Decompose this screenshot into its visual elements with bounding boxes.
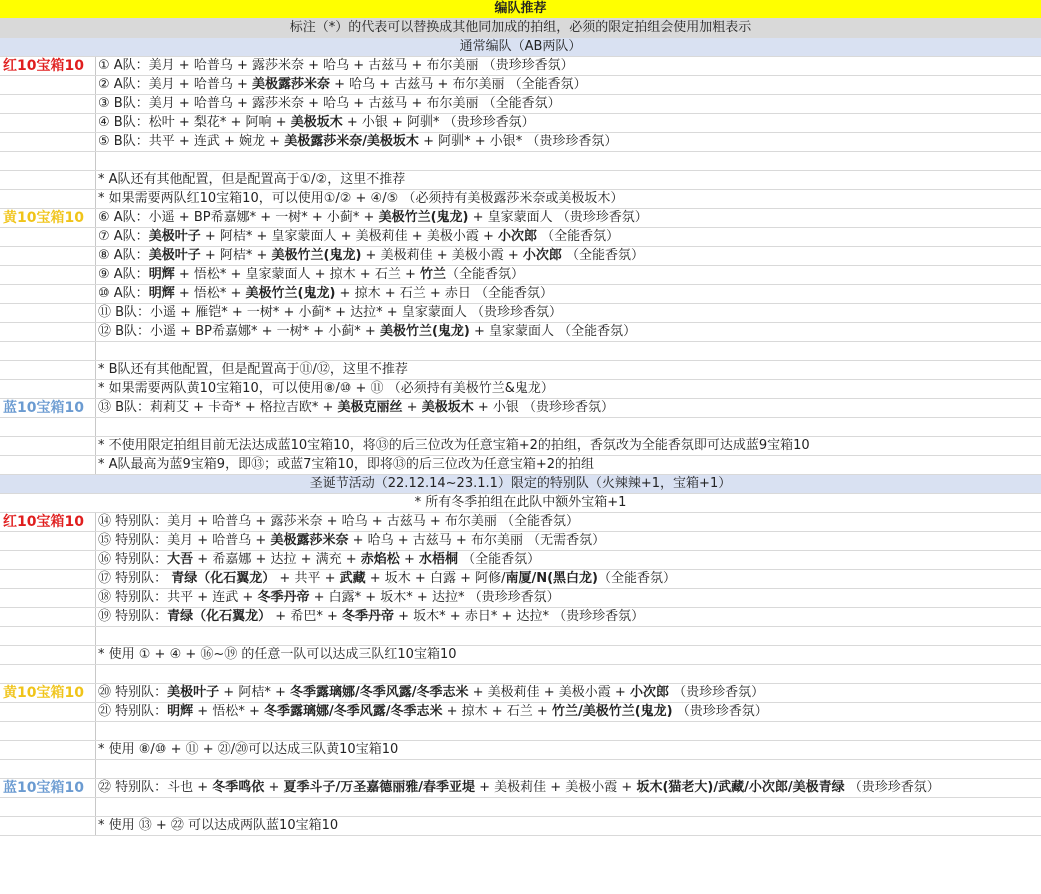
limited-pair-text: 武藏 xyxy=(339,571,366,586)
text-segment: ② A队：美月 + 哈普乌 + xyxy=(98,77,252,92)
limited-pair-text: 美极叶子 xyxy=(148,229,201,244)
text-segment: ⑯ 特别队： xyxy=(98,552,168,567)
empty-row xyxy=(0,665,1041,684)
team-row xyxy=(0,76,1041,95)
team-row xyxy=(0,114,1041,133)
team-row xyxy=(0,380,1041,399)
text-segment: ⑧ A队： xyxy=(98,248,149,263)
row-text xyxy=(98,437,810,455)
group-label xyxy=(0,380,96,398)
text-segment: + 坂木 + 白露 + 阿修/ xyxy=(365,571,506,586)
empty-row xyxy=(0,342,1041,361)
limited-pair-text: 青绿（化石翼龙） xyxy=(167,609,272,624)
text-segment: + 悟松* + xyxy=(174,286,246,301)
row-text xyxy=(98,76,587,94)
text-segment: ⑮ 特别队：美月 + 哈普乌 + xyxy=(98,533,271,548)
text-segment: + 阿桔* + 皇家蒙面人 + 美极莉佳 + 美极小霞 + xyxy=(200,229,498,244)
group-label xyxy=(0,437,96,455)
text-segment: * 使用 ⑬ + ㉒ 可以达成两队蓝10宝箱10 xyxy=(98,818,339,833)
team-row xyxy=(0,817,1041,836)
limited-pair-text: 美极竹兰(鬼龙) xyxy=(245,286,336,301)
limited-pair-text: 夏季斗子/万圣嘉德丽雅/春季亚堤 xyxy=(283,780,475,795)
empty-row xyxy=(0,798,1041,817)
text-segment: ⑫ B队：小遥 + BP希嘉娜* + 一树* + 小蓟* + xyxy=(98,324,380,339)
team-row xyxy=(0,304,1041,323)
limited-pair-text: 美极竹兰(鬼龙) xyxy=(271,248,362,263)
row-text xyxy=(98,266,524,284)
text-segment: ⑨ A队： xyxy=(98,267,149,282)
group-label xyxy=(0,570,96,588)
text-segment: ⑪ B队：小遥 + 雁铠* + 一树* + 小蓟* + 达拉* + 皇家蒙面人 （贵珍珍香氛） xyxy=(98,305,562,320)
team-row xyxy=(0,228,1041,247)
text-segment: ⑤ B队：共平 + 连武 + 婉龙 + xyxy=(98,134,285,149)
group-label xyxy=(0,456,96,474)
team-row xyxy=(0,171,1041,190)
row-text xyxy=(98,684,764,702)
row-text xyxy=(98,380,554,398)
limited-pair-text: 美极坂木 xyxy=(290,115,343,130)
text-segment: * B队还有其他配置，但是配置高于⑪/⑫，这里不推荐 xyxy=(98,362,408,377)
text-segment: （全能香氛） xyxy=(537,229,620,244)
row-text xyxy=(98,95,561,113)
group-label xyxy=(0,76,96,94)
text-segment: + 希巴* + xyxy=(271,609,342,624)
group-label xyxy=(0,646,96,664)
group-label xyxy=(0,817,96,835)
row-text xyxy=(98,570,676,588)
group-label xyxy=(0,285,96,303)
text-segment: + 美极莉佳 + 美极小霞 + xyxy=(361,248,523,263)
text-segment: + 白露* + 坂木* + 达拉* （贵珍珍香氛） xyxy=(309,590,560,605)
text-segment: + 坂木* + 赤日* + 达拉* （贵珍珍香氛） xyxy=(394,609,645,624)
group-label xyxy=(0,247,96,265)
limited-pair-text: 冬季鸣依 xyxy=(212,780,265,795)
team-row xyxy=(0,323,1041,342)
text-segment: * 使用 ① + ④ + ⑯~⑲ 的任意一队可以达成三队红10宝箱10 xyxy=(98,647,457,662)
text-segment: ④ B队：松叶 + 梨花* + 阿响 + xyxy=(98,115,291,130)
text-segment: （贵珍珍香氛） xyxy=(844,780,940,795)
text-segment: + 皇家蒙面人 （贵珍珍香氛） xyxy=(468,210,648,225)
row-text xyxy=(98,741,398,759)
group-label xyxy=(0,304,96,322)
text-segment: + 共平 + xyxy=(275,571,340,586)
row-text xyxy=(98,304,562,322)
limited-pair-text: 竹兰 xyxy=(420,267,447,282)
text-segment: ⑭ 特别队：美月 + 哈普乌 + 露莎米奈 + 哈乌 + 古兹马 + 布尔美丽 （全能香氛） xyxy=(98,514,580,529)
sheet-subtitle: 标注（*）的代表可以替换成其他同加成的拍组，必须的限定拍组会使用加粗表示 xyxy=(0,19,1041,38)
section-note: * 所有冬季拍组在此队中额外宝箱+1 xyxy=(0,494,1041,513)
row-text xyxy=(98,323,636,341)
team-row xyxy=(0,437,1041,456)
text-segment: * 如果需要两队黄10宝箱10，可以使用⑧/⑩ + ⑪ （必须持有美极竹兰&鬼龙） xyxy=(98,381,554,396)
text-segment: ㉑ 特别队： xyxy=(98,704,168,719)
limited-pair-text: 冬季露璃娜/冬季风露/冬季志米 xyxy=(289,685,469,700)
group-label xyxy=(0,418,96,436)
team-row xyxy=(0,532,1041,551)
text-segment: + 阿驯* + 小银* （贵珍珍香氛） xyxy=(418,134,618,149)
group-label: 红10宝箱10 xyxy=(0,57,96,75)
group-label: 红10宝箱10 xyxy=(0,513,96,531)
text-segment: ⑳ 特别队： xyxy=(98,685,168,700)
row-text xyxy=(98,456,594,474)
group-label xyxy=(0,627,96,645)
row-text xyxy=(98,513,579,531)
text-segment: （全能香氛） xyxy=(561,248,645,263)
text-segment: ⑲ 特别队： xyxy=(98,609,168,624)
team-row xyxy=(0,190,1041,209)
text-segment: + 掠木 + 石兰 + 赤日 （全能香氛） xyxy=(335,286,554,301)
team-row xyxy=(0,209,1041,228)
text-segment: ⑬ B队：莉莉艾 + 卡奇* + 格拉吉欧* + xyxy=(98,400,338,415)
limited-pair-text: 美极竹兰(鬼龙) xyxy=(378,210,469,225)
row-text xyxy=(98,551,540,569)
group-label xyxy=(0,323,96,341)
text-segment: ⑥ A队：小遥 + BP希嘉娜* + 一树* + 小蓟* + xyxy=(98,210,379,225)
empty-row xyxy=(0,418,1041,437)
text-segment: * 使用 ⑧/⑩ + ⑪ + ㉑/⑳可以达成三队黄10宝箱10 xyxy=(98,742,399,757)
limited-pair-text: 大吾 xyxy=(167,552,194,567)
text-segment: + xyxy=(402,400,422,415)
text-segment: （全能香氛） xyxy=(446,267,525,282)
limited-pair-text: 明辉 xyxy=(148,286,175,301)
team-row xyxy=(0,399,1041,418)
text-segment: + 希嘉娜 + 达拉 + 满充 + xyxy=(193,552,361,567)
group-label xyxy=(0,228,96,246)
empty-row xyxy=(0,152,1041,171)
group-label xyxy=(0,665,96,683)
row-text xyxy=(98,247,644,265)
text-segment: + 掠木 + 石兰 + xyxy=(442,704,552,719)
row-text xyxy=(98,133,617,151)
team-row xyxy=(0,589,1041,608)
limited-pair-text: 冬季露璃娜/冬季风露/冬季志米 xyxy=(263,704,443,719)
text-segment: + 悟松* + xyxy=(193,704,264,719)
sheet-title: 编队推荐 xyxy=(0,0,1041,19)
text-segment: （全能香氛） xyxy=(458,552,541,567)
team-row xyxy=(0,703,1041,722)
group-label xyxy=(0,741,96,759)
group-label xyxy=(0,722,96,740)
limited-pair-text: 美极克丽丝 xyxy=(337,400,403,415)
team-row xyxy=(0,95,1041,114)
team-row xyxy=(0,247,1041,266)
team-row xyxy=(0,684,1041,703)
row-text xyxy=(98,209,648,227)
limited-pair-text: 美极露莎米奈/美极坂木 xyxy=(284,134,419,149)
team-row xyxy=(0,361,1041,380)
row-text xyxy=(98,228,619,246)
text-segment: + 美极莉佳 + 美极小霞 + xyxy=(474,780,637,795)
group-label xyxy=(0,532,96,550)
row-text xyxy=(98,817,338,835)
group-label xyxy=(0,342,96,360)
text-segment: （全能香氛） xyxy=(598,571,677,586)
row-text xyxy=(98,589,560,607)
group-label xyxy=(0,760,96,778)
row-text xyxy=(98,361,408,379)
group-label xyxy=(0,361,96,379)
text-segment: * A队还有其他配置，但是配置高于①/②，这里不推荐 xyxy=(98,172,406,187)
text-segment: ⑦ A队： xyxy=(98,229,149,244)
row-text xyxy=(98,532,605,550)
group-label xyxy=(0,171,96,189)
limited-pair-text: 赤焰松 xyxy=(360,552,400,567)
row-text xyxy=(98,646,457,664)
empty-row xyxy=(0,627,1041,646)
section-heading: 圣诞节活动（22.12.14~23.1.1）限定的特别队（火辣辣+1，宝箱+1） xyxy=(0,475,1041,494)
group-label: 蓝10宝箱10 xyxy=(0,399,96,417)
empty-row xyxy=(0,722,1041,741)
group-label: 黄10宝箱10 xyxy=(0,209,96,227)
team-row xyxy=(0,513,1041,532)
limited-pair-text: 小次郎 xyxy=(629,685,669,700)
empty-row xyxy=(0,760,1041,779)
group-label xyxy=(0,551,96,569)
limited-pair-text: 美极叶子 xyxy=(148,248,201,263)
group-label: 黄10宝箱10 xyxy=(0,684,96,702)
row-text xyxy=(98,779,940,797)
team-row xyxy=(0,779,1041,798)
text-segment: + 哈乌 + 古兹马 + 布尔美丽 （全能香氛） xyxy=(330,77,587,92)
text-segment: （贵珍珍香氛） xyxy=(672,704,768,719)
limited-pair-text: 竹兰/美极竹兰(鬼龙) xyxy=(551,704,673,719)
text-segment: + 阿桔* + xyxy=(219,685,290,700)
limited-pair-text: 坂木(猫老大)/武藏/小次郎/美极青绿 xyxy=(636,780,845,795)
limited-pair-text: 美极叶子 xyxy=(167,685,220,700)
text-segment: ⑱ 特别队：共平 + 连武 + xyxy=(98,590,258,605)
text-segment: + 美极莉佳 + 美极小霞 + xyxy=(468,685,630,700)
team-row xyxy=(0,285,1041,304)
text-segment: + xyxy=(399,552,419,567)
group-label xyxy=(0,798,96,816)
limited-pair-text: 青绿（化石翼龙） xyxy=(171,571,276,586)
limited-pair-text: 美极露莎米奈 xyxy=(270,533,349,548)
limited-pair-text: 冬季丹帝 xyxy=(257,590,310,605)
row-text xyxy=(98,285,553,303)
text-segment: ㉒ 特别队：斗也 + xyxy=(98,780,213,795)
text-segment: + 阿桔* + xyxy=(200,248,272,263)
group-label xyxy=(0,95,96,113)
limited-pair-text: 美极坂木 xyxy=(421,400,474,415)
limited-pair-text: 南厦/N(黑白龙) xyxy=(505,571,598,586)
limited-pair-text: 冬季丹帝 xyxy=(341,609,394,624)
group-label xyxy=(0,190,96,208)
text-segment: + 小银 + 阿驯* （贵珍珍香氛） xyxy=(342,115,535,130)
row-text xyxy=(98,190,623,208)
text-segment: （贵珍珍香氛） xyxy=(668,685,765,700)
row-text xyxy=(98,608,644,626)
team-row xyxy=(0,741,1041,760)
text-segment: ① A队：美月 + 哈普乌 + 露莎米奈 + 哈乌 + 古兹马 + 布尔美丽 （贵珍珍香氛） xyxy=(98,58,574,73)
group-label xyxy=(0,608,96,626)
text-segment: + 小银 （贵珍珍香氛） xyxy=(473,400,615,415)
team-row xyxy=(0,266,1041,285)
text-segment: ③ B队：美月 + 哈普乌 + 露莎米奈 + 哈乌 + 古兹马 + 布尔美丽 （全能香氛） xyxy=(98,96,561,111)
text-segment: * 如果需要两队红10宝箱10，可以使用①/② + ④/⑤ （必须持有美极露莎米奈或美极坂木） xyxy=(98,191,624,206)
section-heading: 通常编队（AB两队） xyxy=(0,38,1041,57)
group-label xyxy=(0,589,96,607)
team-row xyxy=(0,551,1041,570)
text-segment: + 皇家蒙面人 （全能香氛） xyxy=(469,324,637,339)
limited-pair-text: 明辉 xyxy=(167,704,194,719)
row-text xyxy=(98,171,405,189)
text-segment: + xyxy=(264,780,284,795)
limited-pair-text: 水梧桐 xyxy=(418,552,458,567)
row-text xyxy=(98,57,574,75)
team-row xyxy=(0,646,1041,665)
text-segment: + 悟松* + 皇家蒙面人 + 掠木 + 石兰 + xyxy=(174,267,420,282)
group-label xyxy=(0,703,96,721)
group-label xyxy=(0,266,96,284)
limited-pair-text: 小次郎 xyxy=(498,229,538,244)
row-text xyxy=(98,114,535,132)
limited-pair-text: 明辉 xyxy=(148,267,175,282)
text-segment: * A队最高为蓝9宝箱9，即⑬；或蓝7宝箱10，即将⑬的后三位改为任意宝箱+2的拍组 xyxy=(98,457,595,472)
limited-pair-text: 美极露莎米奈 xyxy=(252,77,331,92)
group-label xyxy=(0,152,96,170)
team-row xyxy=(0,608,1041,627)
text-segment: ⑩ A队： xyxy=(98,286,149,301)
team-row xyxy=(0,133,1041,152)
text-segment: ⑰ 特别队： xyxy=(98,571,172,586)
group-label xyxy=(0,133,96,151)
group-label: 蓝10宝箱10 xyxy=(0,779,96,797)
group-label xyxy=(0,114,96,132)
row-text xyxy=(98,399,614,417)
limited-pair-text: 小次郎 xyxy=(522,248,562,263)
team-row xyxy=(0,570,1041,589)
text-segment: + 哈乌 + 古兹马 + 布尔美丽 （无需香氛） xyxy=(348,533,606,548)
text-segment: * 不使用限定拍组目前无法达成蓝10宝箱10，将⑬的后三位改为任意宝箱+2的拍组，香氛改为全能香氛即可达成蓝9宝箱10 xyxy=(98,438,810,453)
team-row xyxy=(0,456,1041,475)
limited-pair-text: 美极竹兰(鬼龙) xyxy=(379,324,470,339)
row-text xyxy=(98,703,768,721)
team-row xyxy=(0,57,1041,76)
